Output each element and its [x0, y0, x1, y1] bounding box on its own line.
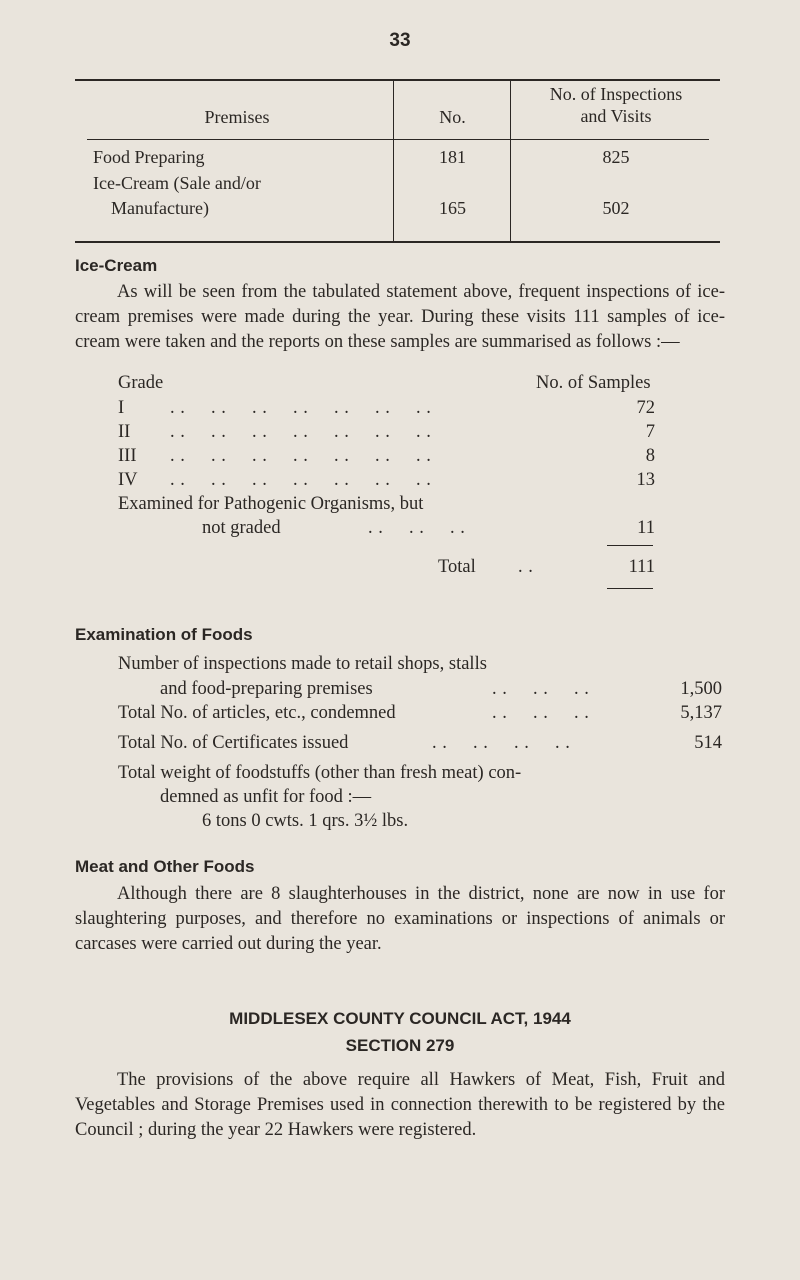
total-label: Total [438, 557, 476, 577]
table-row-premises: Manufacture) [111, 198, 209, 218]
examination-value: 514 [694, 733, 722, 753]
table-row-inspections: 502 [602, 198, 630, 218]
total-rule-bottom [607, 588, 653, 589]
column-header-premises: Premises [204, 107, 270, 127]
table-header-rule [87, 139, 709, 140]
act-subheading: SECTION 279 [345, 1036, 455, 1055]
column-header-inspections: and Visits [580, 106, 652, 126]
dot-leader: . . . . . . . . . . . . . . [170, 398, 432, 418]
examination-value: 5,137 [680, 703, 722, 723]
section-heading-examination: Examination of Foods [75, 625, 253, 644]
grade-samples-value: 13 [636, 470, 655, 490]
examined-label: not graded [202, 518, 281, 538]
total-rule-top [607, 545, 653, 546]
examination-item: Total No. of Certificates issued [118, 733, 349, 753]
dot-leader: . . . . . . . . . . . . . . [170, 446, 432, 466]
grade-label: II [118, 422, 131, 442]
dot-leader: . . . . . . . . . . . . . . [170, 422, 432, 442]
act-heading: MIDDLESEX COUNTY COUNCIL ACT, 1944 [229, 1009, 571, 1028]
dot-leader: . . [518, 557, 534, 577]
examination-item: demned as unfit for food :— [160, 787, 372, 807]
column-header-no: No. [439, 107, 466, 127]
column-header-inspections: No. of Inspections [549, 84, 683, 104]
meat-paragraph: Although there are 8 slaughterhouses in the district, none are now in use for slaughtering purposes, and therefore no examinations or inspections of animals or carcases were carried out during the year. [75, 884, 725, 954]
samples-column-header: No. of Samples [536, 373, 651, 393]
examination-value: 1,500 [680, 679, 722, 699]
ice-cream-paragraph: As will be seen from the tabulated statement above, frequent inspections of ice-cream premises were made during the year. During these visits 111 samples of ice-cream were taken and the reports on these samples are summarised as follows :— [75, 282, 725, 352]
act-paragraph: The provisions of the above require all Hawkers of Meat, Fish, Fruit and Vegetables and Storage Premises used in connection therewith to be registered by the Council ; during the year 22 Hawkers were registered. [75, 1070, 725, 1140]
table-row-premises: Food Preparing [93, 147, 205, 167]
grade-samples-value: 72 [636, 398, 655, 418]
grade-label: III [118, 446, 137, 466]
grade-samples-value: 7 [645, 422, 655, 442]
grade-label: I [118, 398, 125, 418]
dot-leader: . . . . . . [492, 703, 590, 723]
table-bottom-rule [75, 241, 720, 243]
examination-item: Total weight of foodstuffs (other than fresh meat) con- [118, 763, 522, 783]
grade-samples-value: 8 [645, 446, 655, 466]
dot-leader: . . . . . . [368, 518, 466, 538]
grade-column-header: Grade [118, 373, 164, 393]
grade-label: IV [118, 470, 138, 490]
total-value: 111 [628, 557, 655, 577]
dot-leader: . . . . . . . . [432, 733, 571, 753]
table-column-divider [393, 81, 394, 241]
examination-item: Number of inspections made to retail shops, stalls [118, 654, 487, 674]
section-heading-meat: Meat and Other Foods [75, 857, 255, 876]
dot-leader: . . . . . . . . . . . . . . [170, 470, 432, 490]
page-number: 33 [389, 30, 411, 51]
examination-item: Total No. of articles, etc., condemned [118, 703, 396, 723]
examination-item: 6 tons 0 cwts. 1 qrs. 3½ lbs. [202, 811, 409, 831]
table-row-premises: Ice-Cream (Sale and/or [93, 173, 261, 193]
table-row-no: 165 [439, 198, 466, 218]
table-top-rule [75, 79, 720, 81]
table-row-inspections: 825 [602, 147, 630, 167]
examined-label: Examined for Pathogenic Organisms, but [118, 494, 424, 514]
examined-samples-value: 11 [637, 518, 655, 538]
examination-item: and food-preparing premises [160, 679, 373, 699]
section-heading-ice-cream: Ice-Cream [75, 256, 158, 275]
dot-leader: . . . . . . [492, 679, 590, 699]
table-row-no: 181 [439, 147, 466, 167]
